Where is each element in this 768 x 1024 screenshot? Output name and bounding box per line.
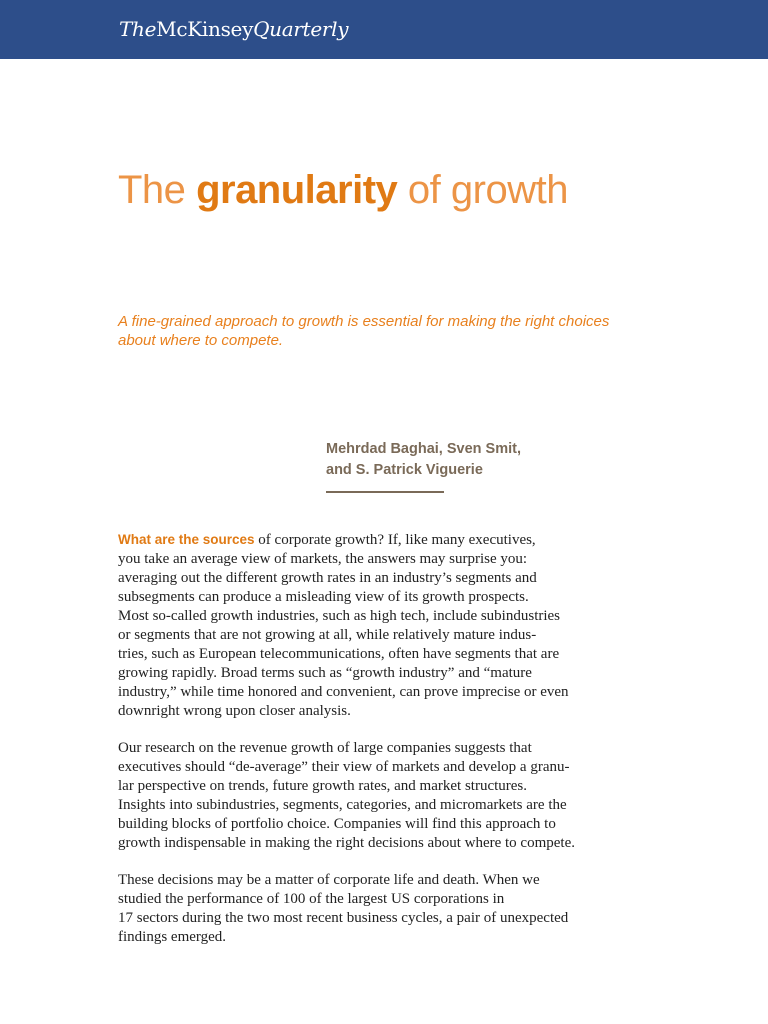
body-line: These decisions may be a matter of corporate life and death. When we [118, 872, 540, 888]
body-line: tries, such as European telecommunications, often have segments that are [118, 646, 560, 662]
body-paragraph [118, 739, 698, 853]
lead-in-text: What are the sources [118, 532, 255, 547]
masthead-bar [0, 0, 768, 59]
body-line: averaging out the different growth rates in an industry’s segments and [118, 570, 537, 586]
logo-the: The [119, 17, 157, 41]
body-line: downright wrong upon closer analysis. [118, 703, 351, 719]
byline-line: and S. Patrick Viguerie [326, 462, 483, 478]
body-line: subsegments can produce a misleading view of its growth prospects. [118, 589, 529, 605]
logo-mckinsey: McKinsey [156, 17, 254, 41]
article-byline [326, 439, 521, 481]
body-line: industry,” while time honored and convenient, can prove imprecise or even [118, 684, 569, 700]
body-line: lar perspective on trends, future growth rates, and market structures. [118, 778, 528, 794]
body-line [118, 530, 698, 550]
byline-line: Mehrdad Baghai, Sven Smit, [326, 441, 521, 457]
title-emphasis: granularity [196, 168, 398, 212]
body-paragraph [118, 530, 698, 721]
body-line: Insights into subindustries, segments, categories, and micromarkets are the [118, 797, 567, 813]
body-line: you take an average view of markets, the answers may surprise you: [118, 551, 528, 567]
publication-logo [119, 17, 348, 41]
body-line: 17 sectors during the two most recent business cycles, a pair of unexpected [118, 910, 569, 926]
body-line: or segments that are not growing at all, while relatively mature indus- [118, 627, 537, 643]
body-line: findings emerged. [118, 929, 227, 945]
body-line: growing rapidly. Broad terms such as “growth industry” and “mature [118, 665, 532, 681]
logo-quarterly: Quarterly [253, 17, 349, 41]
body-line-text: of corporate growth? If, like many executives, [254, 532, 536, 548]
title-suffix: of growth [407, 168, 568, 212]
body-line: Most so-called growth industries, such as high tech, include subindustries [118, 608, 561, 624]
article-dek [118, 312, 718, 350]
body-line: building blocks of portfolio choice. Companies will find this approach to [118, 816, 556, 832]
body-line: Our research on the revenue growth of large companies suggests that [118, 740, 532, 756]
body-paragraph [118, 871, 698, 947]
article-title [118, 168, 568, 213]
dek-line: A fine-grained approach to growth is essential for making the right choices [118, 313, 610, 330]
article-body [118, 530, 698, 965]
body-line: studied the performance of 100 of the largest US corporations in [118, 891, 505, 907]
byline-divider [326, 491, 444, 493]
body-line: executives should “de-average” their view of markets and develop a granu- [118, 759, 570, 775]
body-line: growth indispensable in making the right decisions about where to compete. [118, 835, 575, 851]
title-prefix: The [118, 168, 186, 212]
dek-line: about where to compete. [118, 332, 284, 349]
